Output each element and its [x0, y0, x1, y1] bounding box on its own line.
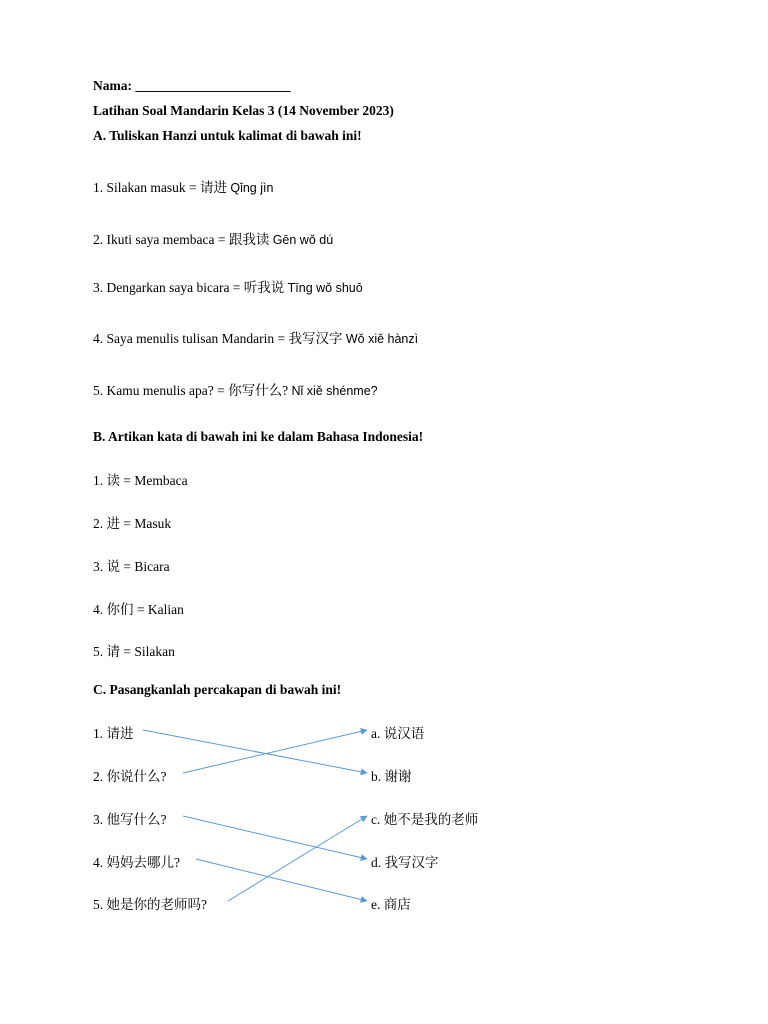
section-a-item: 5. Kamu menulis apa? = 你写什么? Nǐ xiě shénme?	[93, 383, 378, 398]
section-a-heading: A. Tuliskan Hanzi untuk kalimat di bawah ini!	[93, 128, 362, 143]
match-right-item: c. 她不是我的老师	[371, 812, 479, 827]
match-arrow	[228, 816, 367, 901]
section-b-item: 2. 进 = Masuk	[93, 516, 172, 531]
match-left-item: 5. 她是你的老师吗?	[93, 897, 207, 912]
name-field: Nama: _______________________	[93, 78, 291, 93]
section-b-item: 3. 说 = Bicara	[93, 559, 170, 574]
section-a-item: 3. Dengarkan saya bicara = 听我说 Tīng wǒ shuō	[93, 280, 363, 295]
section-a-item: 1. Silakan masuk = 请进 Qǐng jìn	[93, 180, 274, 195]
pinyin: Gēn wǒ dú	[272, 233, 334, 247]
section-a-item: 4. Saya menulis tulisan Mandarin = 我写汉字 Wǒ xiě hànzì	[93, 331, 419, 346]
match-right-item: b. 谢谢	[371, 769, 412, 784]
section-b-item: 1. 读 = Membaca	[93, 473, 188, 488]
match-left-item: 3. 他写什么?	[93, 812, 167, 827]
match-arrow	[183, 816, 367, 859]
match-right-item: e. 商店	[371, 897, 411, 912]
match-right-item: a. 说汉语	[371, 726, 425, 741]
pinyin: Tīng wǒ shuō	[287, 281, 363, 295]
match-left-item: 2. 你说什么?	[93, 769, 167, 784]
section-b-item: 5. 请 = Silakan	[93, 644, 175, 659]
match-left-item: 4. 妈妈去哪儿?	[93, 855, 180, 870]
section-c-heading: C. Pasangkanlah percakapan di bawah ini!	[93, 682, 342, 697]
section-b-heading: B. Artikan kata di bawah ini ke dalam Bahasa Indonesia!	[93, 429, 424, 444]
match-arrow	[143, 730, 367, 773]
match-arrow	[196, 859, 367, 901]
match-right-item: d. 我写汉字	[371, 855, 439, 870]
worksheet-title: Latihan Soal Mandarin Kelas 3 (14 November 2023)	[93, 103, 394, 118]
section-a-item: 2. Ikuti saya membaca = 跟我读 Gēn wǒ dú	[93, 232, 334, 247]
pinyin: Nǐ xiě shénme?	[291, 384, 378, 398]
section-b-item: 4. 你们 = Kalian	[93, 602, 184, 617]
match-arrow	[183, 730, 367, 773]
match-left-item: 1. 请进	[93, 726, 134, 741]
pinyin: Wǒ xiě hànzì	[345, 332, 419, 346]
pinyin: Qǐng jìn	[230, 181, 274, 195]
